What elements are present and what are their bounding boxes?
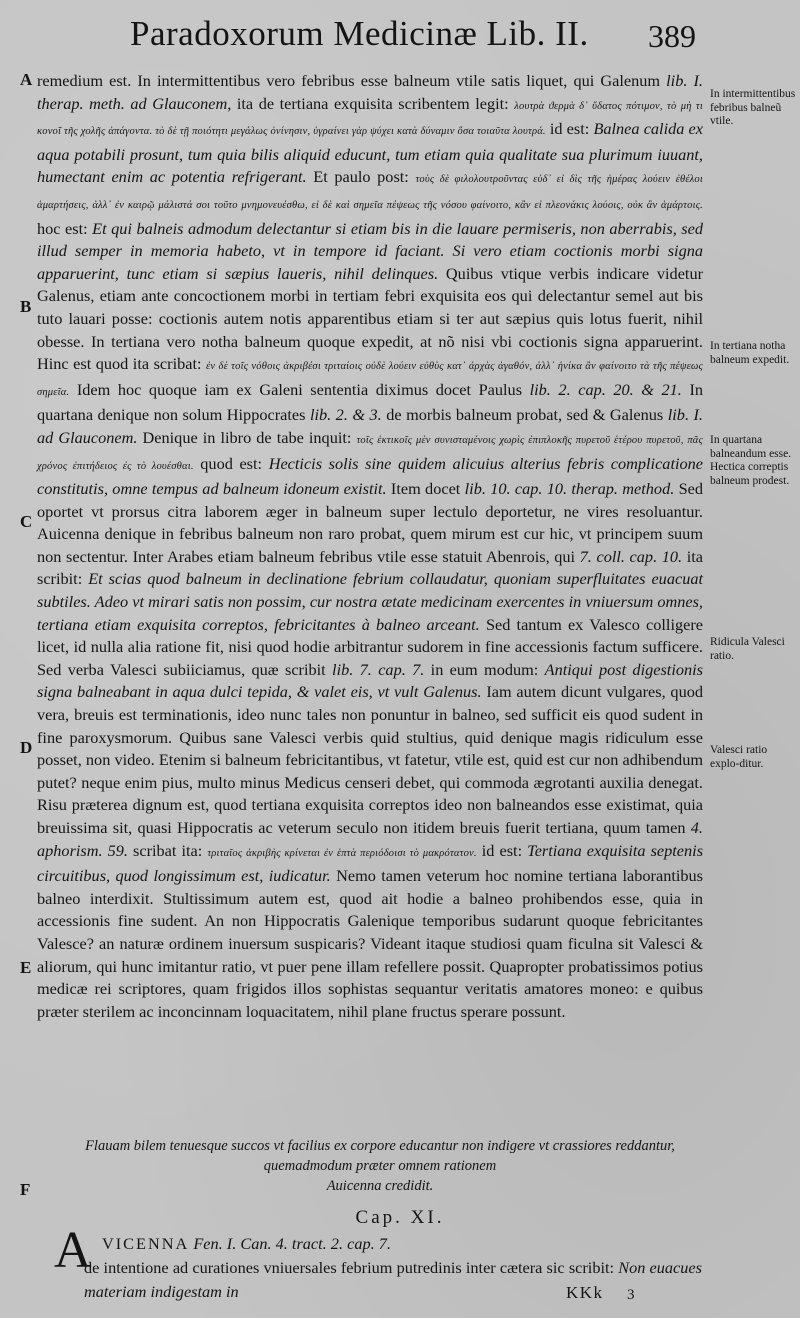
text-segment: id est: <box>549 119 590 139</box>
caps-word: VICENNA <box>102 1234 190 1253</box>
citation: lib. 2. & 3. <box>309 405 382 425</box>
greek-quote: τοῖς ἑκτικοῖς μὲν συνισταμένοις χωρὶς ἐπιπλοκῆς πυρετοῦ ἑτέρου πυρετοῦ, πᾶς χρόνος ἐπιτήδειος ἐς τὸ λουέσθαι. <box>37 434 703 472</box>
greek-quote: ἐν δὲ τοῖς νόθοις ἀκριβέσι τριταίοις οὐδὲ λούειν εὐθὺς κατ᾽ ἀρχὰς ἀγαθόν, ἀλλ᾽ ἡνίκα ἂν φαίνοιτο τὰ τῆς πέψεως σημεῖα. <box>37 361 703 398</box>
text-segment: Sed tantum ex Valesco colligere licet, id nulla alia ratione fit, nisi quod hodie arbitrantur sudorem in fine accessionis factum sufficere. Sed verba Valesci subiiciamus, quæ scribit <box>37 614 703 679</box>
text-segment: de morbis balneum probat, sed & Galenus <box>386 405 664 425</box>
citation: lib. I. ad Glauconem. <box>37 405 703 447</box>
latin-quote: Et scias quod balneum in declinatione febrium collaudatur, quoniam superfluitates euacuat subtiles. Adeo vt mirari satis non possim, cur nostra ætate medicinam exercentes in vniuersum omnes, tertiana etiam exquisita correptos, febricitantes à balneo arceant. <box>37 569 703 634</box>
section-letter-d: D <box>20 738 33 757</box>
text-segment: Sed oportet vt prorsus citra laborem æger in balneum super lectulo deportetur, ne vires resoluantur. Auicenna denique in febribus balneum non raro probat, quem mirum est cur hic, vt principem suum non sectentur. Inter Arabes etiam balneum febribus vtile esse statuit Abenrois, qui <box>37 479 704 566</box>
citation: Fen. I. Can. 4. tract. 2. cap. 7. <box>193 1234 391 1253</box>
text-segment: Et paulo post: <box>313 167 409 187</box>
margin-note-valesci-exploditur: Valesci ratio explo-ditur. <box>710 744 768 770</box>
page-number: 389 <box>648 18 696 54</box>
text-segment: Denique in libro de tabe inquit: <box>142 427 352 447</box>
citation: 7. coll. cap. 10. <box>579 546 683 566</box>
text-segment: Quibus vtique verbis indicare videtur Galenus, etiam ante concoctionem morbi in tertiam febri exquisita eos qui delectantur semel aut bis tuto lauari posse: coctionis autem notis apparentibus etiam si ter aut sæpius quis lotus fuerit, nihil obesse. In tertiana vero notha balneum quoque expedit, at nõ nisi vbi coctionis signa apparuerint. Hinc est quod ita scribat: <box>37 263 704 374</box>
latin-translation: Hecticis solis sine quidem alicuius alterius febris complicatione constitutis, omne tempus ad balneum idoneum existit. <box>37 453 703 499</box>
text-segment: id est: <box>481 840 523 860</box>
chapter-summary <box>80 1136 680 1196</box>
summary-line: Flauam bilem tenuesque succos vt facilius ex corpore educantur non indigere vt crassiores reddantur, quemadmodum præter omnem rationem <box>85 1138 675 1174</box>
text-segment: quod est: <box>200 453 263 473</box>
text-segment: In quartana denique non solum Hippocrates <box>37 379 704 425</box>
chapter-first-line <box>102 1232 702 1256</box>
signature-number: 3 <box>627 1287 635 1303</box>
greek-quote: τοὺς δὲ φιλολουτροῦντας εὐδ᾽ εἰ δὶς τῆς ἡμέρας λούειν ἐθέλοι ἁμαρτήσεις, ἀλλ᾽ ἐν καιρῷ μάλιστά σοι τοῦτο μνημονευέσθω, εἰ δὲ καὶ σημεῖα πέψεως τῆς νόσου φαίνοιτο, κἂν εἰ πλεονάκις λούοις, οὐκ ἂν ἁμάρτοις. <box>37 174 703 211</box>
latin-translation: Balnea calida ex aqua potabili prosunt, tum quia bilis aliquid educunt, tum etiam quia qualitate sua plurimum iuuant, humectant enim ac potentia refrigerant. <box>37 119 703 187</box>
main-body-text <box>37 70 703 1023</box>
text-segment: Iam autem dicunt vulgares, quod vera, breuis est terminationis, ideo nunc tales non ponuntur in balneo, sed sufficit eis quod sudent in fine paroxysmorum. Quibus sane Valesci verbis quid stultius, quid denique magis ridiculum esse posset, non video. Etenim si balneum febricitantibus, vt fatetur, vtile est, quid est cur non adhibendum putet? neque enim pius, multo minus Medicus censeri debet, qui commoda ægrotanti auxilia denegat. Risu præterea dignum est, quod tertiana exquisita correptos ideo non balneandos esse existimat, quia breuissima sit, quasi Hippocratis ac veterum seculo non itidem breuis fuerit tertiana, quum tamen <box>37 682 703 837</box>
drop-cap: A <box>54 1222 92 1279</box>
citation: lib. 10. cap. 10. therap. method. <box>464 479 675 499</box>
text-segment: remedium est. In intermittentibus vero febribus esse balneum vtile satis liquet, qui Galenum <box>37 71 661 90</box>
margin-note-intermittent: In intermittentibus febribus balneũ vtile. <box>710 88 796 127</box>
margin-note-tertiana-notha: In tertiana notha balneum expedit. <box>710 340 790 366</box>
text-segment: Nemo tamen veterum hoc nomine tertiana laborantibus balneo interdixit. Stultissimum autem est, quod ait hodie a balneo prohibendos esse, quia in accessionis fine sudent. An non Hippocratis Galenique temporibus sudarunt quoque febricitantes Valesce? an naturæ ordinem inuersum suspicaris? Videant itaque studiosi quam ficulna sit Valesci & aliorum, qui hunc imitantur ratio, vt puer pene illam refellere possit. Quapropter probatissimos potius medicæ rei scriptores, quam frigidos illos sophistas sequantur veritatis amatores moneo: e quibus præter sterilem ac inconcinnam loquacitatem, nihil plane fructus sperare possunt. <box>37 866 704 1021</box>
text-segment: Idem hoc quoque iam ex Galeni sententia diximus docet Paulus <box>76 379 523 399</box>
citation: lib. 7. cap. 7. <box>332 659 425 679</box>
latin-quote: Antiqui post digestionis signa balneabant in aqua dulci tepida, & valet eis, vt vult Galenus. <box>37 659 703 702</box>
citation: 4. aphorism. 59. <box>37 818 703 860</box>
margin-note-valesci-ridicula: Ridicula Valesci ratio. <box>710 636 785 662</box>
latin-quote: Non euacues materiam indigestam in <box>84 1258 702 1301</box>
section-letter-b: B <box>20 297 32 316</box>
text-segment: scribat ita: <box>133 840 203 860</box>
latin-translation: Et qui balneis admodum delectantur si etiam bis in die lauare permiseris, non aberrabis, sed illud semper in memoria habeto, vt in tempore id faciant. Si vero etiam coctionis morbi signa apparuerint, tunc etiam si sæpius laueris, nihil delinques. <box>37 218 703 283</box>
running-header-title: Paradoxorum Medicinæ Lib. II. <box>130 14 589 53</box>
text-segment: de intentione ad curationes vniuersales febrium putredinis inter cætera sic scribit: <box>84 1258 615 1277</box>
text-segment: ita scribit: <box>37 546 703 589</box>
greek-quote: τριταῖος ἀκριβὴς κρίνεται ἐν ἑπτὰ περιόδοισι τὸ μακρότατον. <box>207 847 477 859</box>
summary-line: Auicenna credidit. <box>326 1178 434 1194</box>
section-letter-f: F <box>20 1180 31 1199</box>
text-segment: Item docet <box>390 479 461 499</box>
citation: lib. 2. cap. 20. & 21. <box>529 379 682 399</box>
chapter-text <box>54 1256 702 1304</box>
signature-mark: KKk <box>566 1283 604 1302</box>
greek-quote: λουτρὰ ϑερμὰ δ᾽ ὕδατος πότιμον, τὸ μὴ τι κονοῖ τῆς χολῆς ἀπάγοντα. τὸ δὲ τῇ ποιότητι μεγάλως ὀνίνησιν, ὑγραίνει γὰρ ψύχει κατὰ δύναμιν ὅσα τοιαῦτα λουτρά. <box>37 100 703 138</box>
latin-translation: Tertiana exquisita septenis circuitibus, quod longissimum est, iudicatur. <box>37 840 704 886</box>
section-letter-e: E <box>20 958 32 977</box>
section-letter-c: C <box>20 512 33 531</box>
text-segment: in eum modum: <box>430 659 539 679</box>
chapter-heading: Cap. XI. <box>355 1207 445 1228</box>
paragraph <box>37 70 703 1023</box>
text-segment: hoc est: <box>37 218 88 238</box>
text-segment: ita de tertiana exquisita scribentem legit: <box>236 93 509 113</box>
section-letter-a: A <box>20 70 33 89</box>
citation: lib. I. therap. meth. ad Glauconem, <box>37 71 703 113</box>
margin-note-quartana: In quartana balneandum esse. Hectica correptis balneum prodest. <box>710 434 792 487</box>
